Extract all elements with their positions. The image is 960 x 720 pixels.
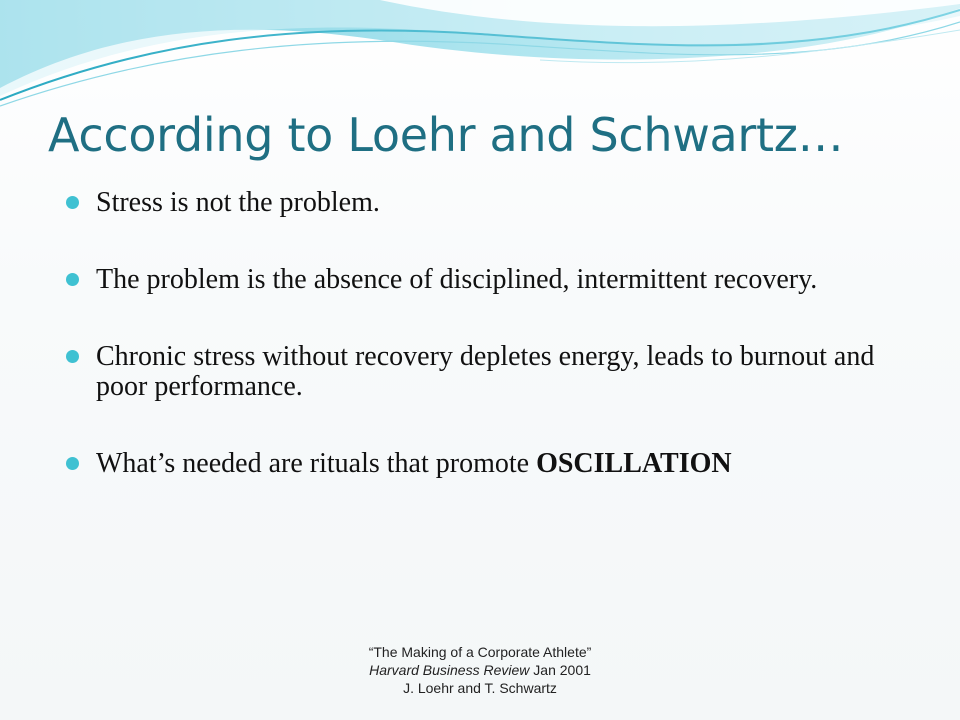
bullet-emphasis: OSCILLATION: [536, 448, 732, 479]
slide-title: According to Loehr and Schwartz…: [48, 108, 844, 162]
bullet-dot-icon: [66, 457, 79, 470]
bullet-dot-icon: [66, 350, 79, 363]
citation-title: “The Making of a Corporate Athlete”: [368, 644, 592, 660]
bullet-item: [66, 188, 926, 218]
bullet-item: [66, 342, 926, 402]
citation: [300, 643, 660, 697]
bullet-text: Chronic stress without recovery depletes energy, leads to burnout and poor performance.: [96, 341, 875, 402]
citation-date: Jan 2001: [529, 662, 591, 678]
bullet-dot-icon: [66, 273, 79, 286]
bullet-text: What’s needed are rituals that promote: [96, 448, 537, 479]
bullet-item: [66, 265, 926, 295]
wave-decoration: [0, 0, 960, 120]
citation-authors: J. Loehr and T. Schwartz: [403, 680, 557, 696]
bullet-list: [66, 188, 926, 479]
bullet-text: Stress is not the problem.: [96, 187, 380, 218]
bullet-item: [66, 449, 926, 479]
citation-journal: Harvard Business Review: [369, 662, 530, 678]
bullet-dot-icon: [66, 196, 79, 209]
citation-source: [300, 661, 660, 679]
bullet-text: The problem is the absence of disciplined, intermittent recovery.: [96, 264, 818, 295]
